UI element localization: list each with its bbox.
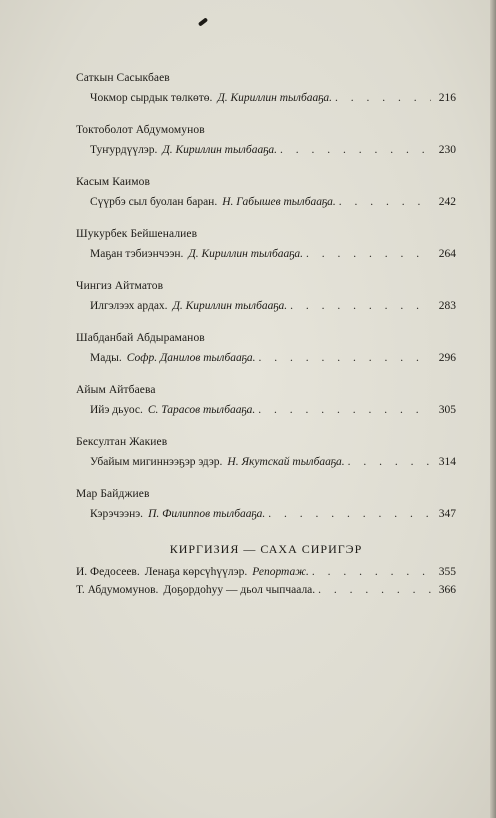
dot-leader xyxy=(339,196,431,208)
toc-entry xyxy=(76,436,456,488)
toc-entry xyxy=(76,280,456,332)
dot-leader xyxy=(268,508,431,520)
entry-author: Бексултан Жакиев xyxy=(76,436,168,448)
entry-author: Саткын Сасыкбаев xyxy=(76,72,170,84)
entry-line[interactable] xyxy=(90,404,456,420)
section-heading: КИРГИЗИЯ — САХА СИРИГЭР xyxy=(169,542,363,556)
toc-entry xyxy=(76,332,456,384)
dot-leader xyxy=(318,584,431,596)
entry-translator: Д. Кириллин тылбааҕа. xyxy=(162,144,277,156)
toc-entry xyxy=(76,176,456,228)
entry-translator: Д. Кириллин тылбааҕа. xyxy=(217,92,333,104)
entry-line[interactable] xyxy=(90,508,456,524)
entry-title: Кэрэчээнэ. xyxy=(90,508,144,520)
table-of-contents xyxy=(76,72,456,602)
entry-page: 347 xyxy=(438,508,456,520)
toc-entry xyxy=(76,384,456,436)
entry-line[interactable] xyxy=(90,352,456,368)
entry-author: Чингиз Айтматов xyxy=(76,280,164,292)
entry-translator: П. Филиппов тылбааҕа. xyxy=(148,508,266,520)
entry-title: Маҕан тэбиэнчээн. xyxy=(90,248,184,260)
toc-entry xyxy=(76,228,456,280)
toc-section-entry[interactable] xyxy=(76,584,456,602)
entry-page: 283 xyxy=(438,300,456,312)
entry-line[interactable] xyxy=(90,248,456,264)
entry-line[interactable] xyxy=(90,456,456,472)
entry-genre: Репортаж. xyxy=(252,566,309,578)
entry-translator: Д. Кириллин тылбааҕа. xyxy=(188,248,304,260)
dot-leader xyxy=(290,300,431,312)
entry-line[interactable] xyxy=(90,92,456,108)
page-edge xyxy=(490,0,496,818)
entry-title: Убайым мигиннээҕэр эдэр. xyxy=(90,456,223,468)
entry-translator: Н. Габышев тылбааҕа. xyxy=(222,196,336,208)
entry-page: 230 xyxy=(438,144,456,156)
entry-page: 305 xyxy=(438,404,456,416)
entry-line[interactable] xyxy=(90,144,456,160)
dot-leader xyxy=(335,92,431,104)
entry-title: Ленаҕа көрсүһүүлэр. xyxy=(144,566,248,578)
entry-author: И. Федосеев. xyxy=(76,566,140,578)
dot-leader xyxy=(306,248,431,260)
entry-translator: Н. Якутскай тылбааҕа. xyxy=(227,456,345,468)
toc-entry xyxy=(76,488,456,540)
entry-title: Илгэлээх ардах. xyxy=(90,300,168,312)
toc-entry xyxy=(76,72,456,124)
entry-author: Айым Айтбаева xyxy=(76,384,156,396)
entry-title: Мады. xyxy=(90,352,122,364)
entry-author: Шабданбай Абдыраманов xyxy=(76,332,205,344)
entry-page: 314 xyxy=(438,456,456,468)
entry-title: Туҥурдүүлэр. xyxy=(90,144,158,156)
toc-section-entry[interactable] xyxy=(76,566,456,584)
dot-leader xyxy=(259,352,431,364)
dot-leader xyxy=(348,456,431,468)
dot-leader xyxy=(280,144,431,156)
entry-page: 264 xyxy=(438,248,456,260)
entry-author: Шукурбек Бейшеналиев xyxy=(76,228,198,240)
dot-leader xyxy=(258,404,431,416)
entry-author: Мар Байджиев xyxy=(76,488,150,500)
entry-title: Ийэ дьуос. xyxy=(90,404,143,416)
entry-page: 216 xyxy=(438,92,456,104)
entry-line[interactable] xyxy=(90,300,456,316)
entry-page: 366 xyxy=(438,584,456,596)
entry-author: Токтоболот Абдумомунов xyxy=(76,124,205,136)
entry-author: Касым Каимов xyxy=(76,176,151,188)
toc-entry xyxy=(76,124,456,176)
entry-title: Сүүрбэ сыл буолан баран. xyxy=(90,196,218,208)
entry-page: 296 xyxy=(438,352,456,364)
entry-title: Чокмор сырдык төлкөтө. xyxy=(90,92,213,104)
entry-page: 242 xyxy=(438,196,456,208)
entry-title: Доҕордоһуу — дьол чыпчаала. xyxy=(163,584,316,596)
entry-line[interactable] xyxy=(90,196,456,212)
entry-translator: Софр. Данилов тылбааҕа. xyxy=(126,352,256,364)
dot-leader xyxy=(312,566,431,578)
entry-page: 355 xyxy=(438,566,456,578)
entry-translator: С. Тарасов тылбааҕа. xyxy=(147,404,256,416)
ink-mark xyxy=(198,17,208,26)
entry-author: Т. Абдумомунов. xyxy=(76,584,159,596)
entry-translator: Д. Кириллин тылбааҕа. xyxy=(172,300,288,312)
